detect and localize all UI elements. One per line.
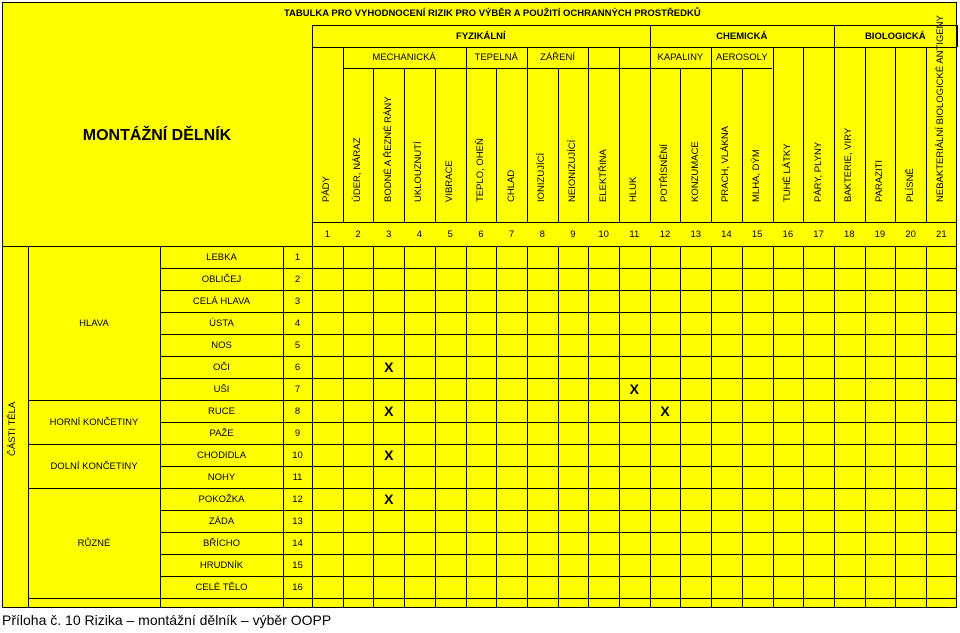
risk-column-label: TEPLO, OHEŇ — [474, 138, 486, 202]
risk-column-number: 4 — [416, 228, 423, 240]
grid-column-line — [803, 246, 804, 608]
body-part-number: 8 — [294, 405, 301, 417]
grid-column-line — [558, 246, 559, 608]
risk-mark: X — [660, 403, 670, 419]
body-part-label: CHODIDLA — [196, 449, 247, 461]
grid-column-line — [619, 246, 620, 608]
side-label — [2, 246, 28, 608]
risk-column-number: 2 — [355, 228, 361, 240]
grid-column-line — [435, 246, 436, 608]
body-part-number: 14 — [292, 537, 303, 549]
risk-column-label: PARAZITI — [873, 159, 885, 202]
risk-column-number: 10 — [598, 228, 609, 240]
risk-column-number: 19 — [874, 228, 886, 240]
body-part-number: 2 — [294, 273, 301, 285]
risk-mark: X — [384, 491, 394, 507]
body-part-label: ÚSTA — [209, 317, 234, 329]
risk-column-header — [466, 47, 497, 222]
grid-column-line — [343, 246, 344, 608]
risk-subcategory: AEROSOLY — [716, 52, 768, 63]
risk-column-number: 9 — [570, 228, 576, 240]
risk-column-number: 7 — [508, 228, 515, 240]
risk-subcategory: TEPELNÁ — [474, 52, 518, 63]
risk-category: BIOLOGICKÁ — [864, 30, 926, 42]
risk-column-number: 11 — [629, 228, 640, 240]
risk-column-header — [619, 47, 650, 222]
risk-mark: X — [629, 381, 640, 397]
body-part-number: 10 — [292, 449, 303, 461]
body-part-number: 5 — [294, 339, 301, 351]
risk-column-header — [711, 47, 742, 222]
body-part-number: 12 — [292, 493, 303, 505]
risk-column-label: PÁDY — [321, 176, 333, 202]
body-part-label: NOS — [211, 339, 232, 351]
risk-column-label: KONZUMACE — [689, 141, 701, 202]
risk-column-label: PRACH, VLÁKNA — [720, 125, 732, 202]
risk-column-number: 3 — [386, 228, 392, 240]
body-part-number: 15 — [292, 559, 303, 571]
risk-column-header — [926, 15, 957, 222]
body-part-label: HRUDNÍK — [199, 559, 244, 571]
risk-column-label: BAKTERIE, VIRY — [843, 127, 855, 202]
risk-column-number: 16 — [782, 228, 794, 240]
risk-column-label: HLUK — [628, 176, 640, 202]
body-part-number: 11 — [292, 471, 303, 483]
risk-column-header — [435, 47, 466, 222]
risk-column-header — [742, 47, 773, 222]
risk-column-number: 13 — [690, 228, 702, 240]
body-part-number: 16 — [292, 581, 303, 593]
risk-mark: X — [384, 359, 394, 375]
grid-column-line — [834, 246, 835, 608]
risk-mark: X — [384, 403, 394, 419]
risk-column-label: ÚDER, NÁRAZ — [352, 137, 364, 202]
risk-column-header — [496, 47, 527, 222]
risk-column-number: 6 — [478, 228, 484, 240]
risk-subcategory: ZÁŘENÍ — [540, 52, 575, 63]
grid-column-line — [466, 246, 467, 608]
body-group: HLAVA — [79, 317, 109, 329]
body-part-number: 3 — [294, 295, 301, 307]
risk-column-number: 12 — [659, 228, 671, 240]
grid-column-line — [496, 246, 497, 608]
risk-column-label: IONIZUJÍCÍ — [536, 152, 548, 202]
risk-column-label: PLÍSNĚ — [904, 168, 916, 202]
body-group: RŮZNÉ — [77, 537, 111, 549]
risk-column-label: CHLAD — [505, 169, 517, 202]
risk-category: CHEMICKÁ — [716, 30, 768, 42]
body-part-label: POKOŽKA — [198, 493, 245, 505]
body-part-number: 7 — [294, 383, 301, 395]
risk-column-number: 20 — [905, 228, 916, 240]
grid-column-line — [650, 246, 651, 608]
grid-column-line — [588, 246, 589, 608]
risk-column-header — [558, 47, 589, 222]
body-group: HORNÍ KONČETINY — [49, 416, 139, 428]
grid-column-line — [895, 246, 896, 608]
risk-column-number: 17 — [813, 228, 824, 240]
body-part-label: NOHY — [207, 471, 236, 483]
caption: Příloha č. 10 Rizika – montážní dělník – výběr OOPP — [2, 612, 332, 628]
grid-column-line — [742, 246, 743, 608]
risk-subcategory: MECHANICKÁ — [372, 52, 436, 63]
grid-column-line — [926, 246, 927, 608]
risk-column-header — [803, 47, 834, 222]
risk-column-label: POTŘÍSNĚNÍ — [659, 143, 671, 202]
risk-column-label: NEIONIZUJÍCÍ — [566, 139, 578, 202]
risk-column-label: NEBAKTERIÁLNÍ BIOLOGICKÉ ANTIGENY — [935, 15, 947, 202]
body-group: DOLNÍ KONČETINY — [50, 460, 138, 472]
risk-column-header — [773, 47, 804, 222]
body-part-label: OČI — [213, 361, 230, 373]
grid-column-line — [773, 246, 774, 608]
grid-column-line — [680, 246, 681, 608]
grid-column-line — [527, 246, 528, 608]
body-part-label: PAŽE — [209, 427, 234, 439]
body-part-number: 9 — [294, 427, 301, 439]
risk-column-header — [373, 47, 404, 222]
grid-column-line — [865, 246, 866, 608]
risk-column-header — [343, 47, 374, 222]
risk-mark: X — [384, 447, 394, 463]
risk-column-label: TUHÉ LÁTKY — [781, 143, 793, 202]
risk-column-number: 14 — [721, 228, 732, 240]
risk-category: FYZIKÁLNÍ — [456, 30, 506, 42]
risk-column-header — [404, 47, 435, 222]
risk-column-label: ELEKTŘINA — [597, 149, 609, 202]
risk-subcategory: KAPALINY — [657, 52, 704, 63]
risk-column-number: 8 — [539, 228, 545, 240]
body-part-number: 13 — [292, 515, 303, 527]
group-divider — [28, 598, 160, 599]
risk-column-number: 21 — [936, 228, 947, 240]
risk-column-label: MLHA, DÝM — [751, 149, 763, 202]
job-title: MONTÁŽNÍ DĚLNÍK — [82, 126, 232, 144]
body-part-number: 6 — [294, 361, 301, 373]
risk-column-number: 1 — [324, 228, 330, 240]
risk-column-header — [834, 47, 865, 222]
body-part-label: BŘÍCHO — [203, 537, 240, 549]
grid-column-line — [404, 246, 405, 608]
risk-column-header — [527, 47, 558, 222]
page-title: TABULKA PRO VYHODNOCENÍ RIZIK PRO VÝBĚR A POUŽITÍ OCHRANNÝCH PROSTŘEDKŮ — [283, 8, 701, 19]
body-part-label: UŠI — [213, 383, 230, 395]
body-part-label: OBLIČEJ — [201, 273, 242, 285]
body-part-label: RUCE — [208, 405, 235, 417]
risk-column-header — [680, 47, 711, 222]
risk-column-header — [650, 47, 681, 222]
category-divider — [957, 25, 958, 47]
risk-column-number: 5 — [447, 228, 453, 240]
body-part-number: 1 — [294, 251, 301, 263]
risk-column-header — [865, 47, 896, 222]
risk-column-label: UKLOUZNUTÍ — [413, 141, 425, 202]
risk-column-header — [588, 47, 619, 222]
risk-column-label: VIBRACE — [444, 160, 456, 202]
body-part-label: CELÁ HLAVA — [192, 295, 251, 307]
side-label-text: ČÁSTI TĚLA — [7, 401, 18, 456]
grid-column-line — [373, 246, 374, 608]
body-part-number: 4 — [294, 317, 301, 329]
body-part-label: LEBKA — [206, 251, 237, 263]
body-part-label: ZÁDA — [208, 515, 235, 527]
risk-column-label: PÁRY, PLYNY — [812, 141, 824, 202]
risk-column-number: 15 — [751, 228, 763, 240]
risk-column-header — [312, 47, 343, 222]
grid-column-line — [711, 246, 712, 608]
risk-column-header — [895, 47, 926, 222]
risk-column-label: BODNÉ A ŘEZNÉ RÁNY — [382, 96, 394, 202]
body-part-label: CELÉ TĚLO — [195, 581, 248, 593]
risk-column-number: 18 — [843, 228, 855, 240]
